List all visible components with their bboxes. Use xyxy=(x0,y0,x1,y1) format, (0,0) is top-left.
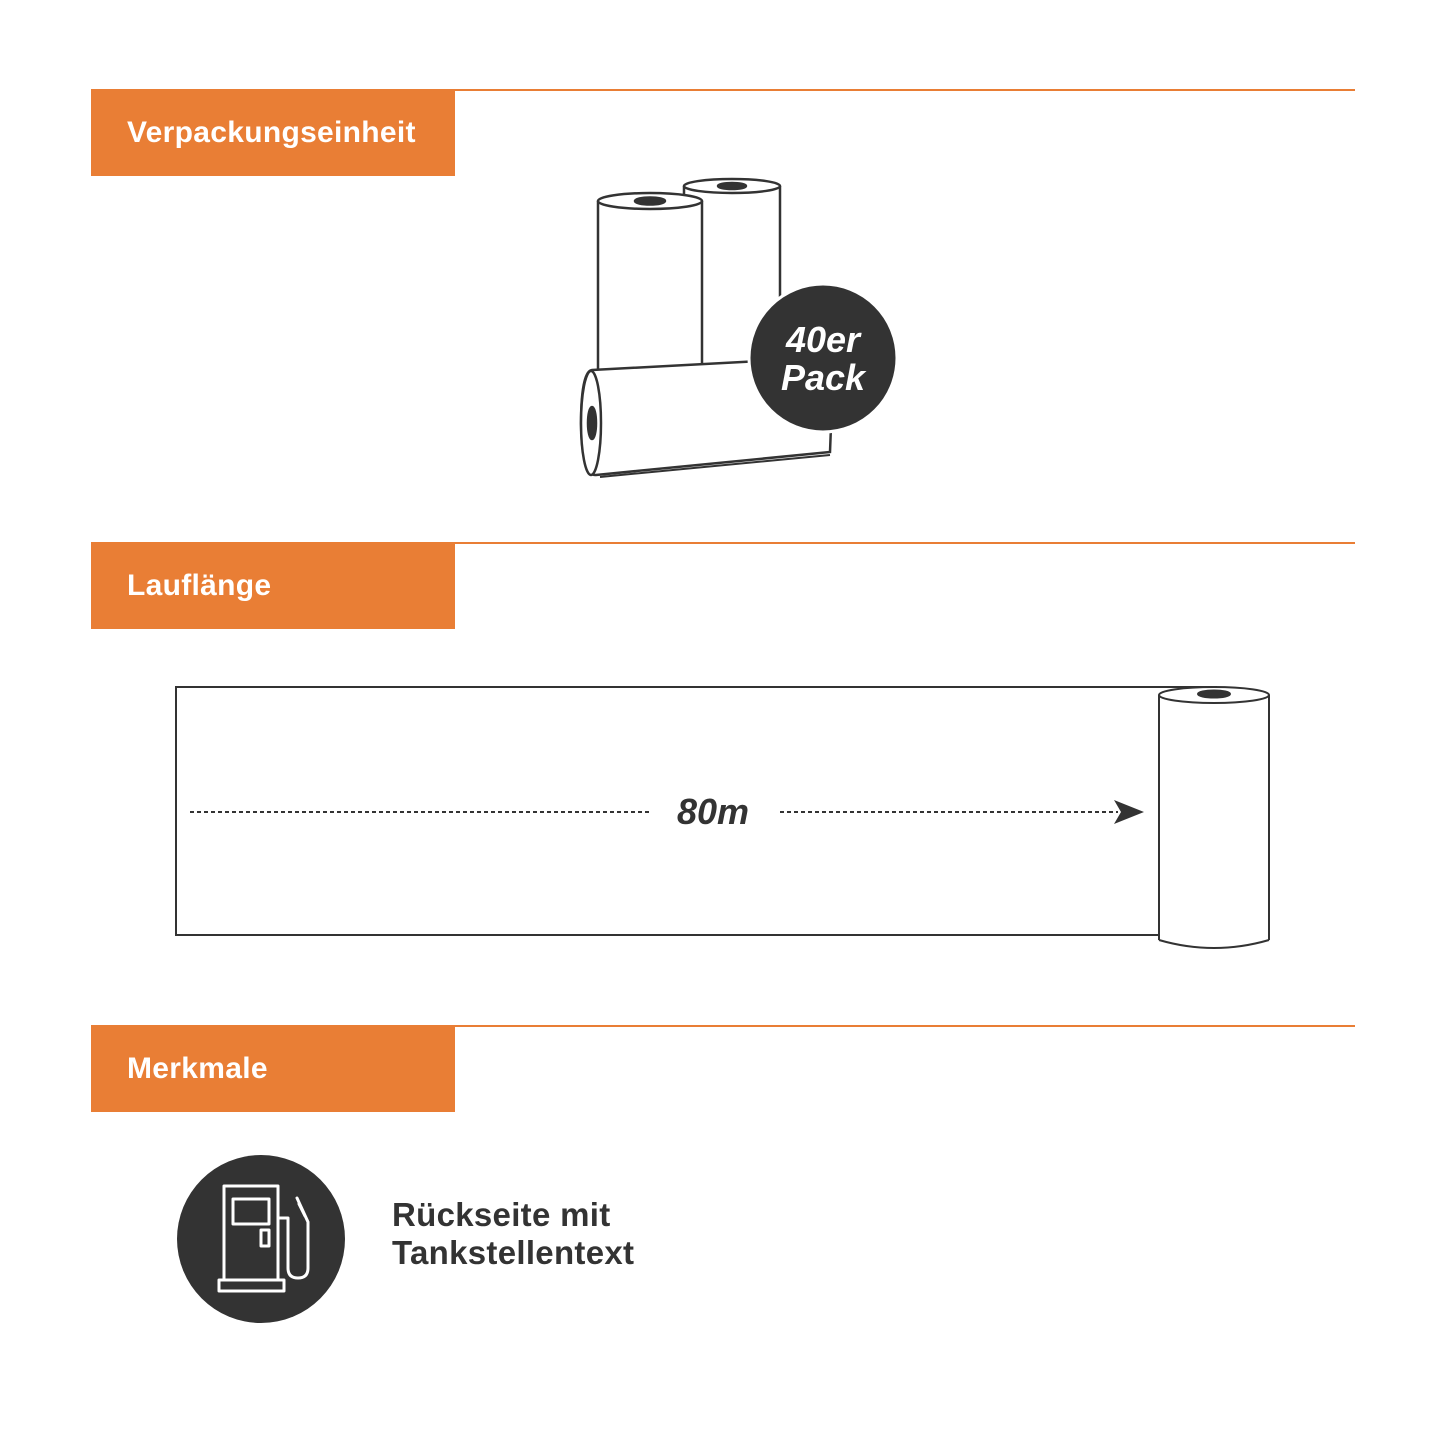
feature-item-text xyxy=(392,1196,634,1272)
section-title-features: Merkmale xyxy=(91,1026,455,1112)
fuel-pump-icon xyxy=(177,1155,345,1323)
section-title-packaging: Verpackungseinheit xyxy=(91,90,455,176)
section-title-length: Lauflänge xyxy=(91,543,455,629)
length-value: 80m xyxy=(676,791,750,832)
badge-text-line1: 40er xyxy=(785,319,861,360)
feature-text-line1: Rückseite mit xyxy=(392,1196,611,1233)
roll-unrolled-icon xyxy=(1159,687,1269,948)
badge-text-line2: Pack xyxy=(780,357,866,398)
feature-text-line2: Tankstellentext xyxy=(392,1234,635,1271)
